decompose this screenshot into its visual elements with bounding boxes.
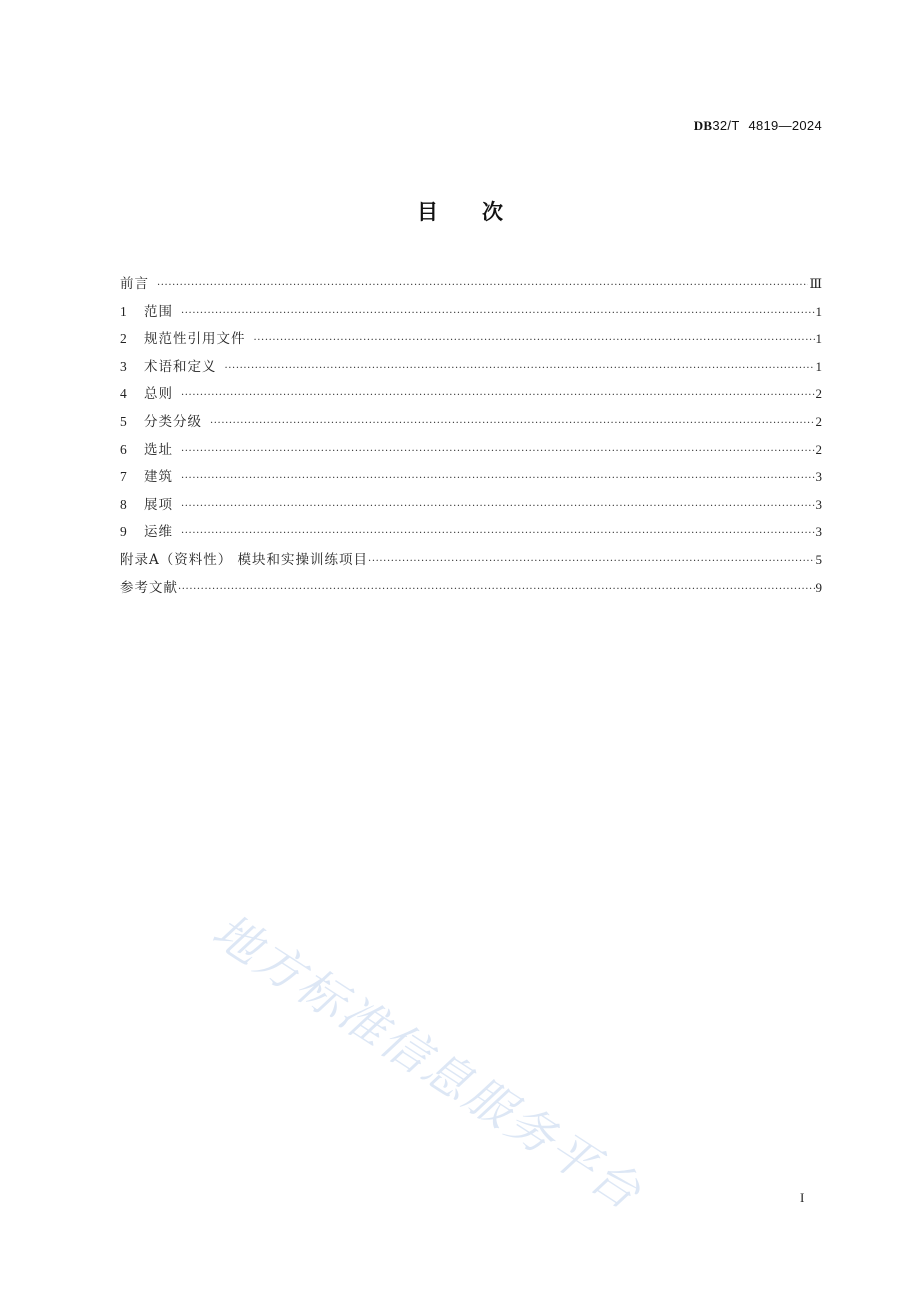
toc-entry-number: 3: [120, 358, 127, 374]
standard-code-prefix: DB: [693, 118, 713, 133]
watermark: 地方标准信息服务平台: [202, 903, 652, 1222]
toc-leader-dots: [181, 520, 815, 548]
toc-entry-general[interactable]: [120, 380, 822, 408]
toc-entry-text: 规范性引用文件: [144, 331, 246, 348]
toc-entry-page: 1: [815, 303, 822, 319]
toc-entry-page: 1: [815, 331, 822, 347]
toc-leader-dots: [181, 493, 815, 521]
toc-entry-text: 运维: [144, 524, 173, 541]
toc-leader-dots: [210, 410, 815, 438]
toc-leader-dots: [157, 272, 808, 300]
table-of-contents: [120, 270, 822, 601]
toc-leader-dots: [181, 382, 815, 410]
toc-entry-text: 附录A（资料性） 模块和实操训练项目: [120, 551, 369, 568]
toc-entry-text: 展项: [144, 496, 173, 513]
toc-entry-text: 范围: [144, 303, 173, 320]
toc-leader-dots: [225, 355, 815, 383]
toc-leader-dots: [254, 327, 815, 355]
page-number: I: [800, 1190, 805, 1205]
toc-entry-number: 1: [120, 303, 127, 319]
toc-entry-terms-definitions[interactable]: [120, 353, 822, 381]
toc-entry-page: 2: [815, 413, 822, 429]
toc-leader-dots: [368, 548, 814, 576]
standard-code-number: 4819—2024: [748, 118, 822, 133]
toc-entry-page: 9: [815, 579, 822, 595]
toc-entry-classification[interactable]: [120, 408, 822, 436]
toc-entry-number: 8: [120, 496, 127, 512]
toc-entry-page: 3: [815, 469, 822, 485]
toc-leader-dots: [181, 300, 815, 328]
toc-entry-number: 6: [120, 441, 127, 457]
toc-entry-page: 5: [815, 551, 822, 567]
standard-code: [694, 118, 822, 134]
toc-entry-building[interactable]: [120, 463, 822, 491]
toc-entry-page: 2: [815, 441, 822, 457]
toc-entry-text: 总则: [144, 386, 173, 403]
toc-entry-text: 前言: [120, 276, 149, 292]
toc-entry-operation[interactable]: [120, 518, 822, 546]
toc-entry-exhibits[interactable]: [120, 491, 822, 519]
toc-leader-dots: [181, 438, 815, 466]
toc-entry-foreword[interactable]: [120, 270, 822, 298]
toc-entry-number: 7: [120, 469, 127, 485]
toc-entry-normative-references[interactable]: [120, 325, 822, 353]
toc-entry-appendix-a[interactable]: [120, 546, 822, 574]
toc-entry-bibliography[interactable]: [120, 574, 822, 602]
toc-entry-text: 选址: [144, 441, 173, 458]
toc-entry-text: 分类分级: [144, 413, 202, 430]
toc-entry-number: 4: [120, 386, 127, 402]
toc-entry-page: 1: [815, 358, 822, 374]
toc-leader-dots: [178, 576, 815, 604]
toc-leader-dots: [181, 465, 815, 493]
toc-entry-number: 9: [120, 524, 127, 540]
toc-entry-text: 术语和定义: [144, 358, 217, 375]
toc-entry-site-selection[interactable]: [120, 436, 822, 464]
toc-entry-number: 5: [120, 413, 127, 429]
page-title: 目次: [417, 200, 547, 224]
toc-entry-scope[interactable]: [120, 298, 822, 326]
toc-entry-page: 3: [815, 496, 822, 512]
toc-entry-page: 3: [815, 524, 822, 540]
toc-entry-text: 参考文献: [120, 579, 178, 596]
toc-entry-page: Ⅲ: [809, 276, 822, 291]
standard-code-category: 32/T: [712, 118, 740, 133]
toc-entry-number: 2: [120, 331, 127, 347]
toc-entry-text: 建筑: [144, 469, 173, 486]
toc-entry-page: 2: [815, 386, 822, 402]
